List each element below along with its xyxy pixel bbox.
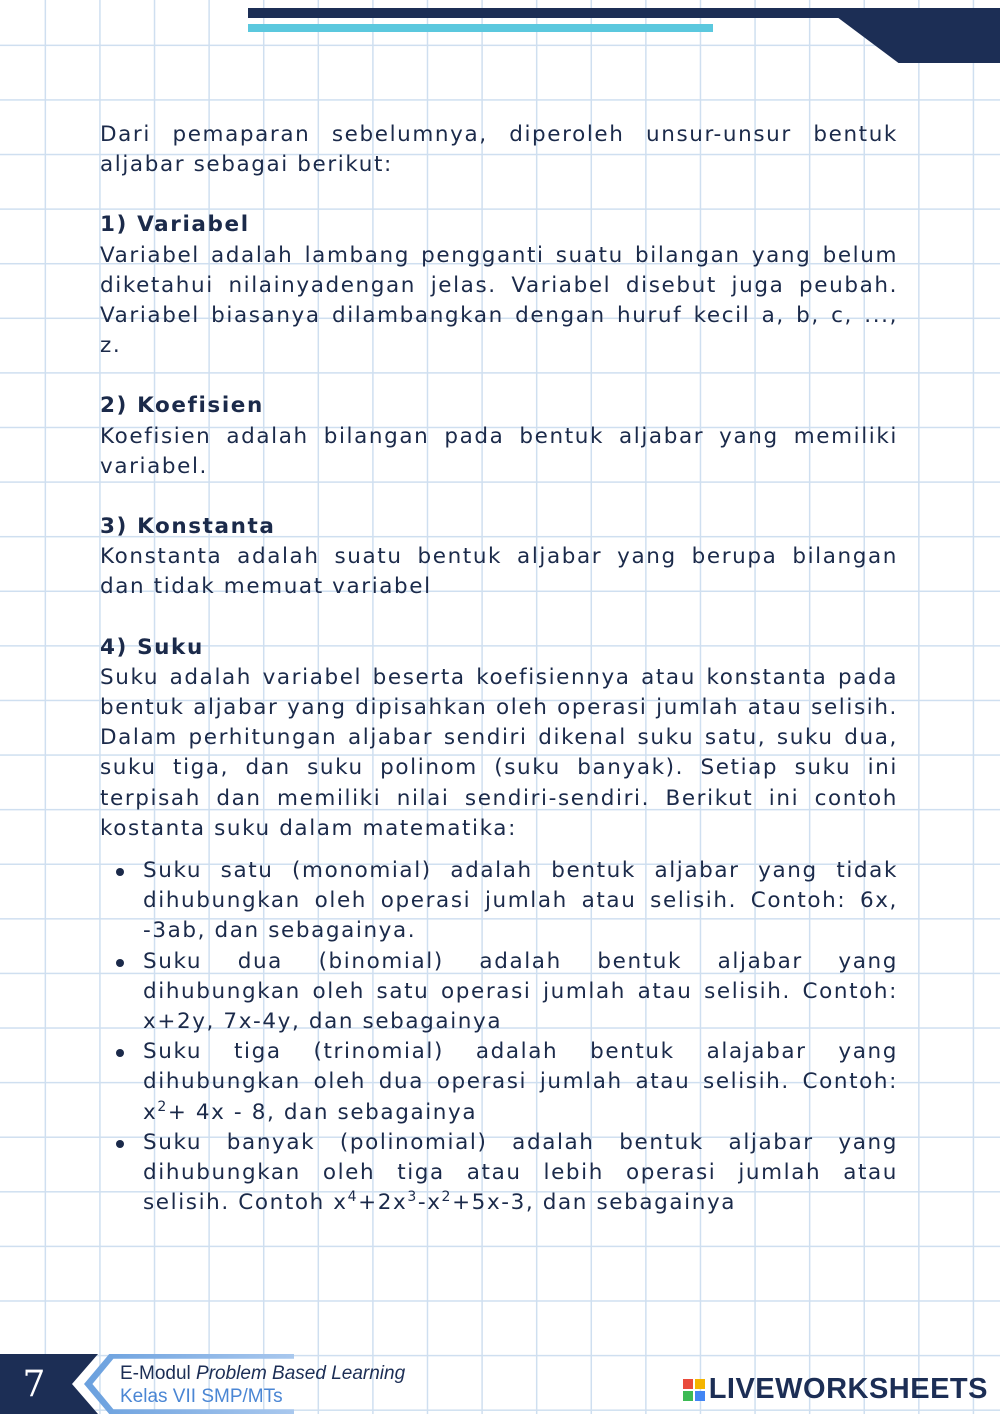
header-bar-light [248, 24, 713, 32]
header-corner-shape [825, 8, 1000, 63]
trinomial-exponent: 2 [157, 1098, 168, 1115]
mark-square-1 [683, 1379, 693, 1389]
polinomial-mid-1: +2x [358, 1190, 408, 1216]
list-item-binomial: Suku dua (binomial) adalah bentuk aljabar yang dihubungkan oleh satu operasi jumlah atau selisih. Contoh: x+2y, 7x-4y, dan sebagainya [143, 947, 898, 1038]
polinomial-text: Suku banyak (polinomial) adalah bentuk aljabar yang dihubungkan oleh tiga atau lebih operasi jumlah atau selisih. Contoh x [143, 1129, 898, 1216]
suku-types-list [100, 856, 898, 1218]
body-variabel: Variabel adalah lambang pengganti suatu bilangan yang belum diketahui nilainyadengan jelas. Variabel disebut juga peubah. Variabel biasanya dilambangkan dengan huruf kecil a, b, c, ..., z. [100, 242, 898, 359]
body-konstanta: Konstanta adalah suatu bentuk aljabar yang berupa bilangan dan tidak memuat variabel [100, 544, 898, 600]
polinomial-exponent-1: 4 [347, 1189, 359, 1206]
mark-square-2 [695, 1379, 705, 1389]
list-item-trinomial [143, 1037, 898, 1128]
mark-square-3 [683, 1391, 693, 1401]
footer-module-title [120, 1362, 405, 1385]
heading-konstanta: 3) Konstanta [100, 514, 276, 540]
list-item-monomial: Suku satu (monomial) adalah bentuk aljabar yang tidak dihubungkan oleh operasi jumlah atau selisih. Contoh: 6x, -3ab, dan sebagainya. [143, 856, 898, 947]
heading-koefisien: 2) Koefisien [100, 393, 264, 419]
intro-paragraph: Dari pemaparan sebelumnya, diperoleh unsur-unsur bentuk aljabar sebagai berikut: [100, 122, 898, 178]
heading-variabel: 1) Variabel [100, 212, 250, 238]
list-item-polinomial [143, 1128, 898, 1219]
mark-square-4 [695, 1391, 705, 1401]
liveworksheets-logo-text: LIVEWORKSHEETS [708, 1373, 988, 1405]
body-suku: Suku adalah variabel beserta koefisiennya atau konstanta pada bentuk aljabar yang dipisahkan oleh operasi jumlah atau selisih. Dalam perhitungan aljabar sendiri dikenal suku satu, suku dua, suku tiga, dan suku polinom (suku banyak). Setiap suku ini terpisah dan memiliki nilai sendiri-sendiri. Berikut ini contoh kostanta suku dalam matematika: [100, 664, 898, 841]
polinomial-exponent-2: 3 [407, 1189, 418, 1206]
polinomial-exponent-3: 2 [441, 1189, 453, 1206]
liveworksheets-logo[interactable] [683, 1373, 988, 1406]
footer-module-prefix: E-Modul [120, 1363, 197, 1384]
trinomial-after: + 4x - 8, dan sebagainya [167, 1099, 478, 1125]
footer-class-label: Kelas VII SMP/MTs [120, 1386, 283, 1407]
body-koefisien: Koefisien adalah bilangan pada bentuk aljabar yang memiliki variabel. [100, 423, 898, 479]
liveworksheets-mark-icon [683, 1379, 705, 1401]
page-number: 7 [0, 1354, 68, 1414]
page-content [100, 120, 898, 1219]
heading-suku: 4) Suku [100, 634, 204, 660]
polinomial-mid-2: -x [417, 1190, 442, 1216]
trinomial-text: Suku tiga (trinomial) adalah bentuk alajabar yang dihubungkan oleh dua operasi jumlah atau selisih. Contoh: x [143, 1039, 898, 1125]
polinomial-after: +5x-3, dan sebagainya [452, 1190, 737, 1216]
footer-module-italic: Problem Based Learning [196, 1363, 406, 1384]
footer-module-info [120, 1362, 405, 1408]
